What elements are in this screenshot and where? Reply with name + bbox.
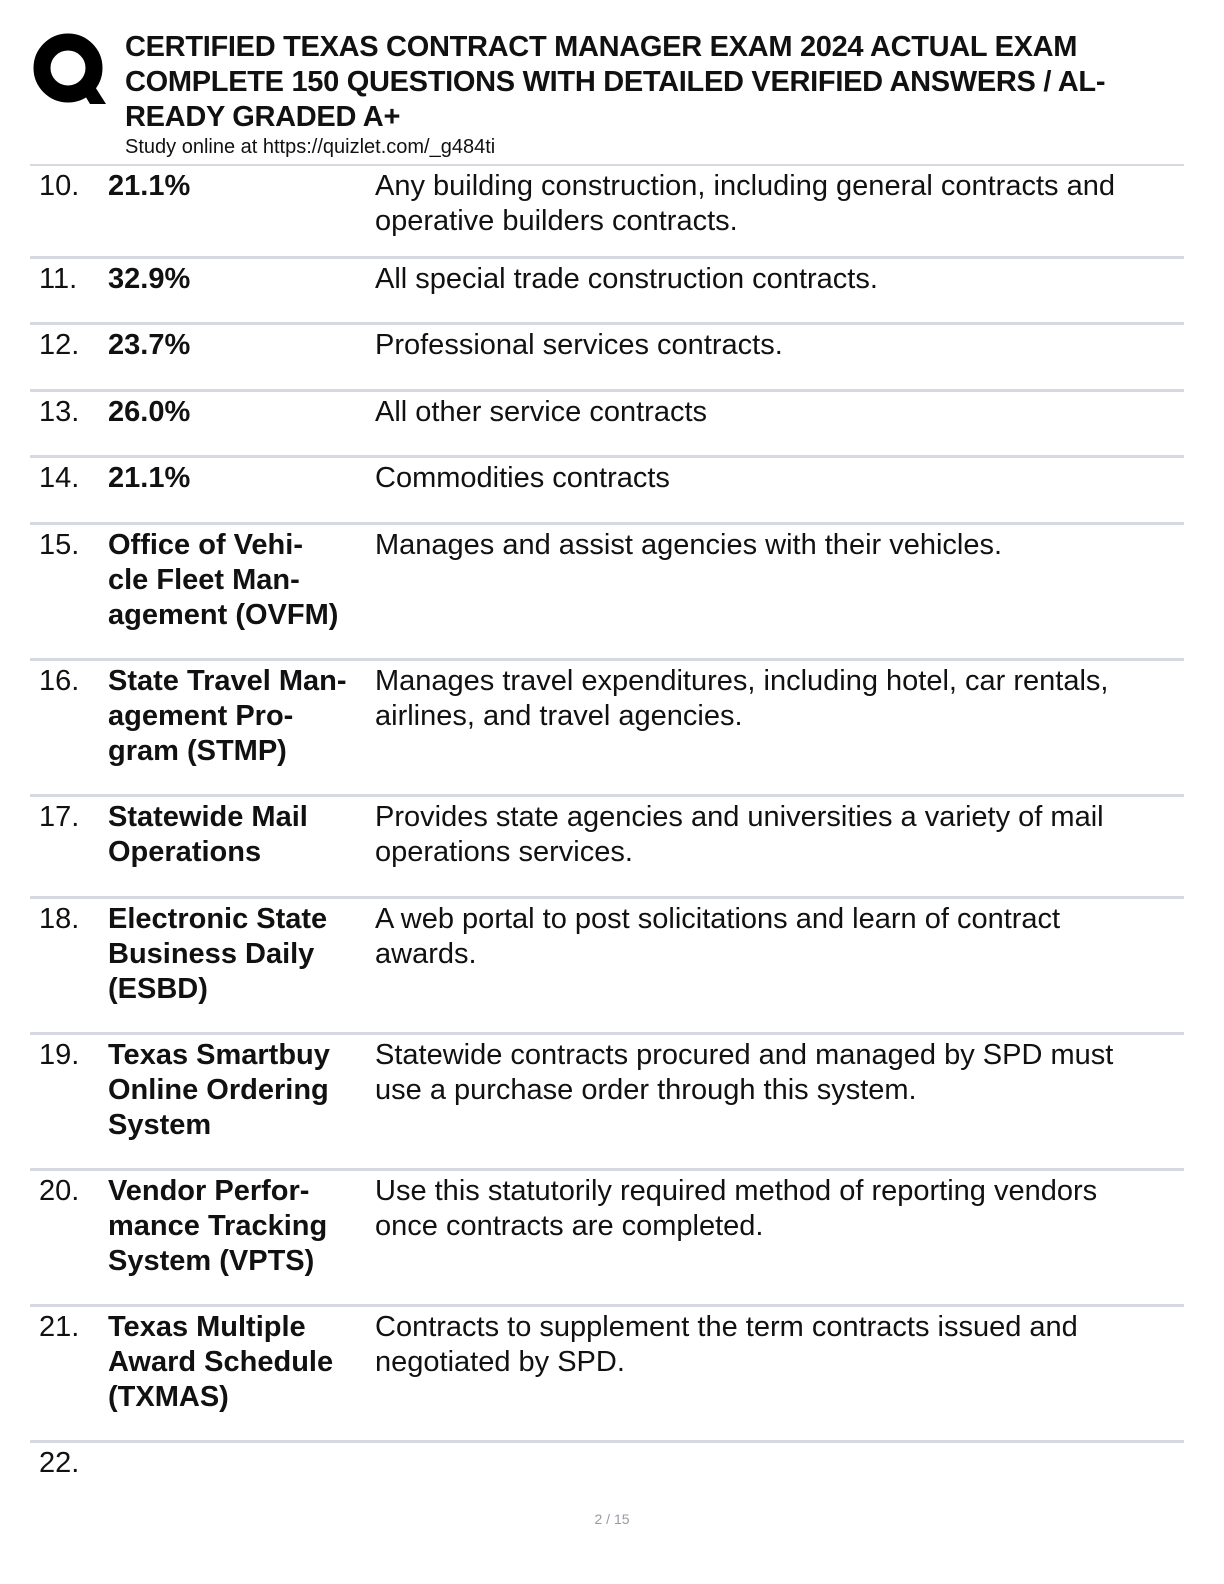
page-number: 2 / 15 bbox=[594, 1511, 630, 1527]
list-item bbox=[30, 1307, 1184, 1443]
item-definition: Contracts to supplement the term contracts issued and negotiated by SPD. bbox=[375, 1311, 1078, 1378]
list-item bbox=[30, 525, 1184, 661]
item-number: 20. bbox=[39, 1175, 80, 1207]
list-item bbox=[30, 166, 1184, 259]
item-number: 17. bbox=[39, 801, 80, 833]
item-number: 11. bbox=[39, 263, 78, 295]
list-item bbox=[30, 259, 1184, 325]
item-definition: Commodities contracts bbox=[375, 462, 670, 494]
item-definition: Manages travel expenditures, including hotel, car rentals, airlines, and travel agencies. bbox=[375, 665, 1109, 732]
flashcard-list bbox=[30, 164, 1184, 1503]
item-definition: Manages and assist agencies with their vehicles. bbox=[375, 529, 1003, 561]
item-definition: Statewide contracts procured and managed by SPD must use a purchase order through this system. bbox=[375, 1039, 1114, 1106]
study-online-link[interactable]: Study online at https://quizlet.com/_g484ti bbox=[125, 136, 496, 158]
item-term: Texas Multiple Award Schedule (TXMAS) bbox=[108, 1311, 334, 1413]
list-item bbox=[30, 392, 1184, 458]
document-title: CERTIFIED TEXAS CONTRACT MANAGER EXAM 2024 ACTUAL EXAM COMPLETE 150 QUESTIONS WITH DETAILED VERIFIED ANSWERS / AL- READY GRADED A+ bbox=[125, 31, 1106, 133]
item-term: Vendor Perfor- mance Tracking System (VPTS) bbox=[108, 1175, 328, 1277]
quizlet-logo-icon bbox=[32, 32, 108, 108]
list-item bbox=[30, 458, 1184, 525]
item-term: 21.1% bbox=[108, 462, 191, 494]
item-number: 21. bbox=[39, 1311, 80, 1343]
item-definition: Use this statutorily required method of reporting vendors once contracts are completed. bbox=[375, 1175, 1098, 1242]
item-number: 16. bbox=[39, 665, 80, 697]
item-term: 23.7% bbox=[108, 329, 191, 361]
item-term: State Travel Man- agement Pro- gram (STMP) bbox=[108, 665, 347, 767]
page-header bbox=[28, 30, 1218, 162]
list-item bbox=[30, 797, 1184, 899]
item-number: 22. bbox=[39, 1447, 80, 1479]
item-definition: Provides state agencies and universities a variety of mail operations services. bbox=[375, 801, 1104, 868]
item-term: 32.9% bbox=[108, 263, 191, 295]
item-term: Electronic State Business Daily (ESBD) bbox=[108, 903, 328, 1005]
item-number: 13. bbox=[39, 396, 80, 428]
item-number: 18. bbox=[39, 903, 80, 935]
item-definition: A web portal to post solicitations and learn of contract awards. bbox=[375, 903, 1061, 970]
list-item bbox=[30, 325, 1184, 392]
item-term: Office of Vehi- cle Fleet Man- agement (OVFM) bbox=[108, 529, 339, 631]
list-item bbox=[30, 1171, 1184, 1307]
item-number: 12. bbox=[39, 329, 80, 361]
item-number: 10. bbox=[39, 170, 80, 202]
list-item bbox=[30, 899, 1184, 1035]
item-term: 21.1% bbox=[108, 170, 191, 202]
item-definition: Professional services contracts. bbox=[375, 329, 783, 361]
item-definition: All other service contracts bbox=[375, 396, 708, 428]
item-number: 19. bbox=[39, 1039, 80, 1071]
list-item bbox=[30, 1443, 1184, 1503]
list-item bbox=[30, 661, 1184, 797]
item-number: 15. bbox=[39, 529, 80, 561]
item-term: 26.0% bbox=[108, 396, 191, 428]
item-term: Texas Smartbuy Online Ordering System bbox=[108, 1039, 330, 1141]
item-number: 14. bbox=[39, 462, 80, 494]
item-term: Statewide Mail Operations bbox=[108, 801, 308, 868]
item-definition: All special trade construction contracts. bbox=[375, 263, 878, 295]
list-item bbox=[30, 1035, 1184, 1171]
item-definition: Any building construction, including general contracts and operative builders contracts. bbox=[375, 170, 1115, 237]
